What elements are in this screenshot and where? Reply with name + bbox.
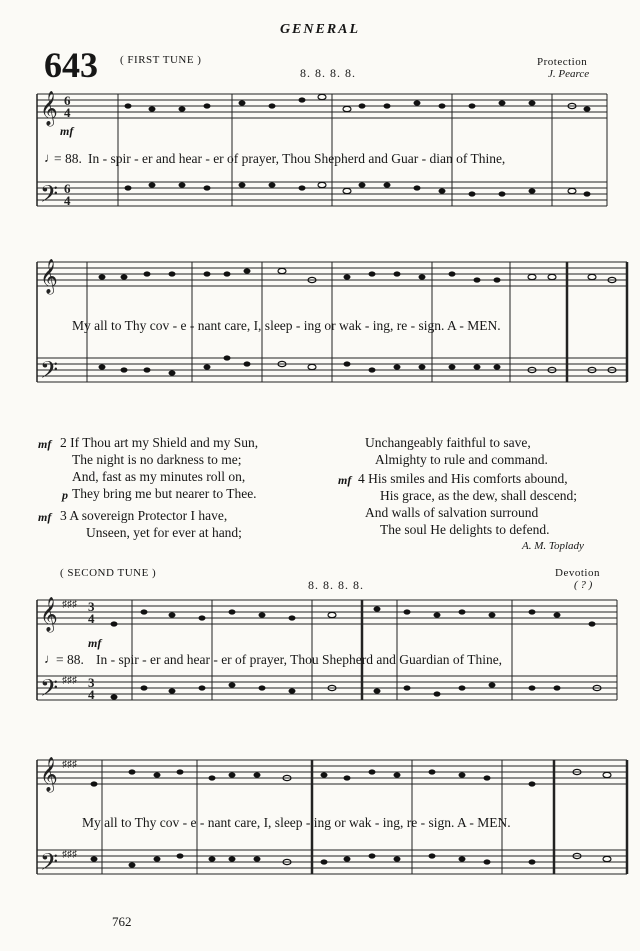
verse3-dynamic: mf bbox=[38, 510, 52, 524]
verse4-line1: 4 His smiles and His comforts abound, bbox=[358, 471, 568, 486]
svg-text:3: 3 bbox=[88, 675, 95, 690]
first-tune-composer: J. Pearce bbox=[548, 68, 590, 80]
verse2-line4-dynamic: p bbox=[62, 488, 68, 502]
page-header: GENERAL bbox=[279, 22, 361, 37]
first-tune-tempo: = 88. bbox=[54, 151, 82, 166]
svg-text:𝄞: 𝄞 bbox=[40, 92, 58, 125]
second-tune-meter: 8. 8. 8. 8. bbox=[308, 578, 364, 592]
svg-text:4: 4 bbox=[88, 611, 95, 626]
first-tune-dynamic: mf bbox=[60, 124, 74, 138]
second-tune-line1-lyrics: In - spir - er and hear - er of prayer, Thou Shepherd and Guardian of Thine, bbox=[96, 652, 503, 667]
first-tune-meter: 8. 8. 8. 8. bbox=[300, 66, 356, 80]
first-tune-line2-lyrics: My all to Thy cov - e - nant care, I, sleep - ing or wak - ing, re - sign. A - MEN. bbox=[72, 318, 501, 333]
page-number: 762 bbox=[112, 914, 132, 929]
svg-text:𝄞: 𝄞 bbox=[40, 260, 58, 293]
svg-text:4: 4 bbox=[64, 193, 71, 208]
svg-text:♯♯♯: ♯♯♯ bbox=[62, 849, 77, 860]
hymn-author: A. M. Toplady bbox=[522, 540, 584, 552]
verse3-line2: Unseen, yet for ever at hand; bbox=[86, 525, 242, 540]
svg-text:♯♯♯: ♯♯♯ bbox=[62, 599, 77, 610]
svg-text:♯♯♯: ♯♯♯ bbox=[62, 675, 77, 686]
verse4-dynamic: mf bbox=[338, 473, 352, 487]
svg-text:4: 4 bbox=[64, 105, 71, 120]
svg-text:4: 4 bbox=[88, 687, 95, 702]
svg-text:𝄢: 𝄢 bbox=[40, 850, 59, 881]
verse2-line3: And, fast as my minutes roll on, bbox=[72, 469, 246, 484]
second-tune-name: Devotion bbox=[555, 567, 600, 579]
verse2-dynamic: mf bbox=[38, 437, 52, 451]
first-tune-name: Protection bbox=[537, 56, 588, 68]
hymn-number: 643 bbox=[44, 45, 98, 85]
svg-text:𝄢: 𝄢 bbox=[40, 358, 59, 389]
first-tune-label: ( FIRST TUNE ) bbox=[120, 54, 202, 66]
quarter-note-icon: ♩ bbox=[44, 150, 57, 165]
svg-text:𝄞: 𝄞 bbox=[40, 598, 58, 631]
second-tune-dynamic: mf bbox=[88, 636, 102, 650]
second-tune-label: ( SECOND TUNE ) bbox=[60, 567, 157, 579]
second-tune-composer: ( ? ) bbox=[574, 579, 593, 591]
svg-text:3: 3 bbox=[88, 599, 95, 614]
verse2-line1: 2 If Thou art my Shield and my Sun, bbox=[60, 435, 259, 450]
verse4-line3: And walls of salvation surround bbox=[365, 505, 539, 520]
verse4-line4: The soul He delights to defend. bbox=[380, 522, 550, 537]
svg-text:6: 6 bbox=[64, 181, 71, 196]
verse3-line4: Almighty to rule and command. bbox=[375, 452, 548, 467]
verse4-line2: His grace, as the dew, shall descend; bbox=[380, 488, 578, 503]
second-tune-tempo: = 88. bbox=[56, 652, 84, 667]
verse3-line3: Unchangeably faithful to save, bbox=[365, 435, 531, 450]
svg-text:𝄞: 𝄞 bbox=[40, 758, 58, 791]
verse2-line4: They bring me but nearer to Thee. bbox=[72, 486, 257, 501]
verse2-line2: The night is no darkness to me; bbox=[72, 452, 242, 467]
svg-text:6: 6 bbox=[64, 93, 71, 108]
svg-text:♯♯♯: ♯♯♯ bbox=[62, 759, 77, 770]
svg-text:𝄢: 𝄢 bbox=[40, 182, 59, 213]
verse3-line1: 3 A sovereign Protector I have, bbox=[60, 508, 228, 523]
second-tune-line2-lyrics: My all to Thy cov - e - nant care, I, sleep - ing or wak - ing, re - sign. A - MEN. bbox=[82, 815, 511, 830]
quarter-note-icon: ♩ bbox=[44, 651, 57, 666]
svg-text:𝄢: 𝄢 bbox=[40, 676, 59, 707]
first-tune-line1-lyrics: In - spir - er and hear - er of prayer, Thou Shepherd and Guar - dian of Thine, bbox=[88, 151, 506, 166]
